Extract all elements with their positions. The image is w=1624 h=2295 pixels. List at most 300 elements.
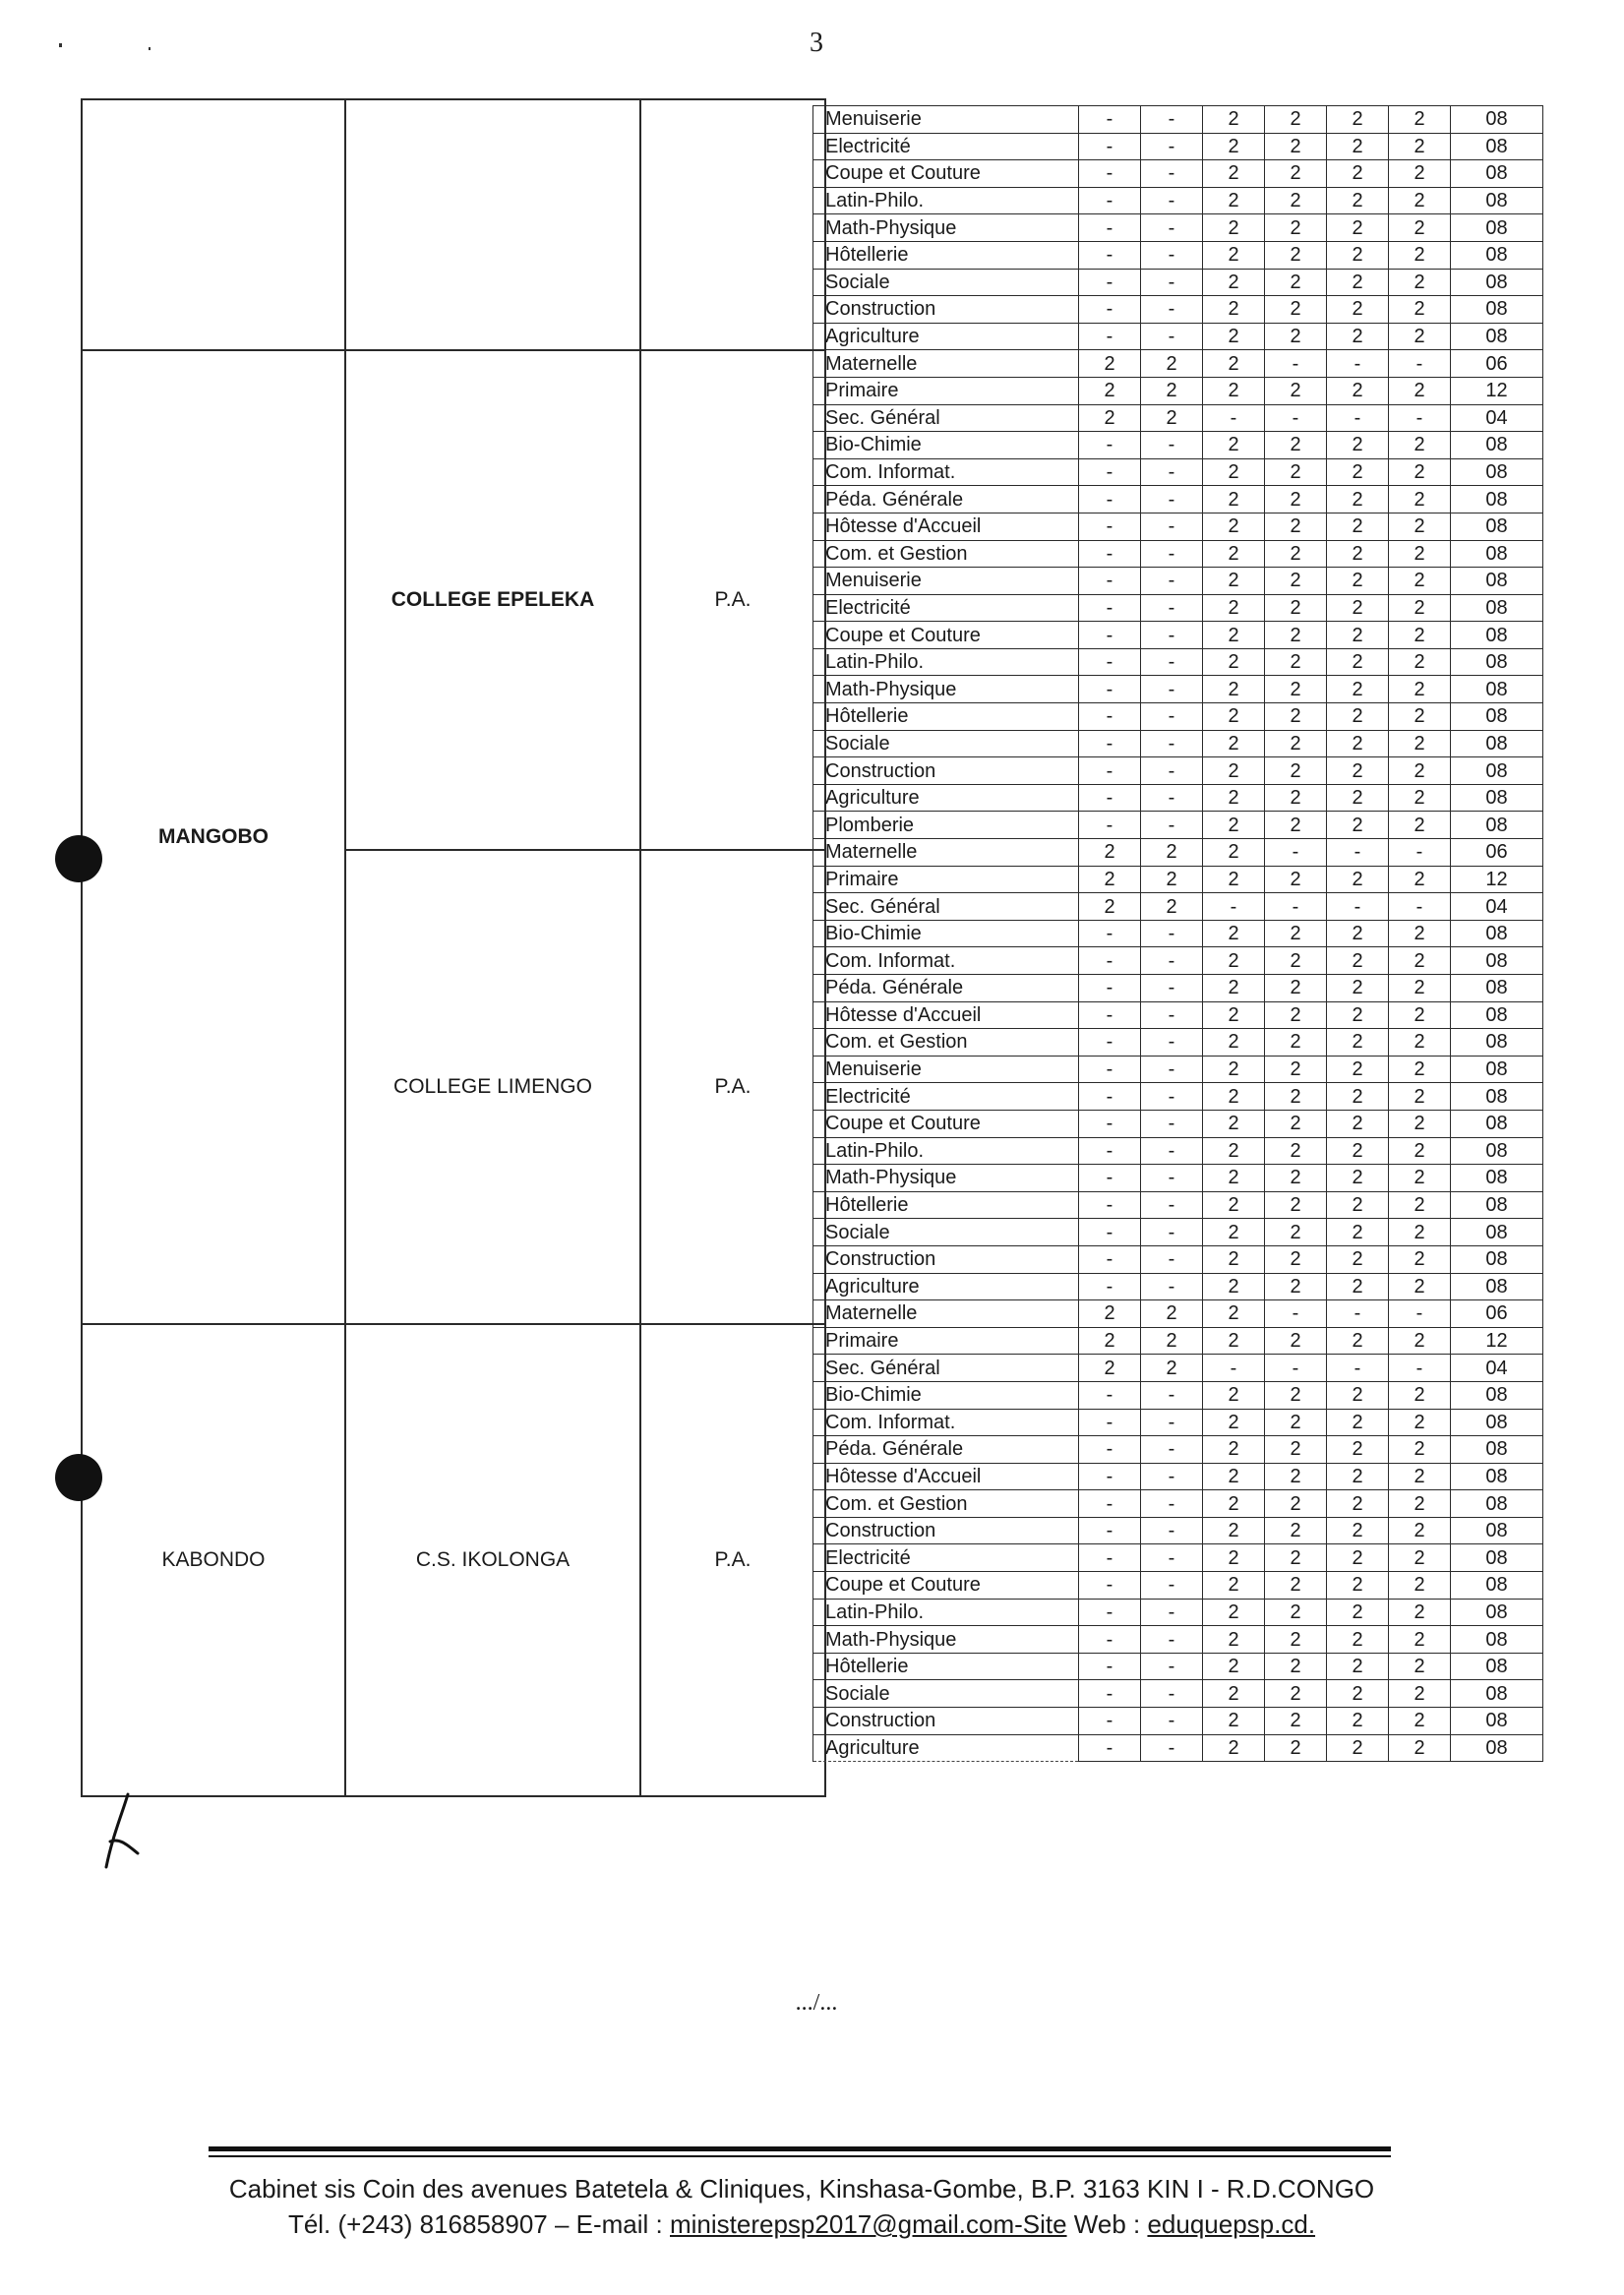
year-2-cell: - — [1141, 1463, 1203, 1490]
year-6-cell: 2 — [1389, 676, 1451, 703]
total-cell: 06 — [1451, 1300, 1543, 1328]
year-6-cell: 2 — [1389, 187, 1451, 214]
filiere-cell: Com. et Gestion — [813, 1490, 1079, 1518]
punch-hole — [55, 835, 102, 882]
continuation-mark: .../... — [795, 1990, 838, 2016]
table-row — [813, 1626, 1543, 1654]
year-2-cell: - — [1141, 757, 1203, 785]
year-3-cell: 2 — [1203, 1680, 1265, 1708]
year-4-cell: 2 — [1265, 1409, 1327, 1436]
year-4-cell: 2 — [1265, 1165, 1327, 1192]
year-5-cell: 2 — [1327, 1083, 1389, 1111]
year-6-cell: 2 — [1389, 1001, 1451, 1029]
year-4-cell: 2 — [1265, 1056, 1327, 1083]
year-1-cell: 2 — [1079, 377, 1141, 404]
year-2-cell: - — [1141, 676, 1203, 703]
year-3-cell: 2 — [1203, 296, 1265, 324]
year-5-cell: 2 — [1327, 866, 1389, 893]
year-4-cell: - — [1265, 1300, 1327, 1328]
year-1-cell: - — [1079, 1137, 1141, 1165]
year-3-cell: 2 — [1203, 703, 1265, 731]
year-2-cell: - — [1141, 730, 1203, 757]
year-3-cell: 2 — [1203, 377, 1265, 404]
year-4-cell: 2 — [1265, 377, 1327, 404]
year-1-cell: - — [1079, 432, 1141, 459]
year-2-cell: - — [1141, 1273, 1203, 1300]
year-5-cell: 2 — [1327, 920, 1389, 947]
filiere-cell: Math-Physique — [813, 1626, 1079, 1654]
total-cell: 08 — [1451, 269, 1543, 296]
year-5-cell: 2 — [1327, 1245, 1389, 1273]
year-1-cell: - — [1079, 486, 1141, 513]
year-5-cell: 2 — [1327, 1708, 1389, 1735]
year-5-cell: - — [1327, 1355, 1389, 1382]
table-row — [813, 920, 1543, 947]
year-2-cell: 2 — [1141, 404, 1203, 432]
year-4-cell: - — [1265, 893, 1327, 921]
year-1-cell: - — [1079, 1409, 1141, 1436]
table-row — [813, 1436, 1543, 1464]
year-2-cell: - — [1141, 975, 1203, 1002]
year-2-cell: - — [1141, 594, 1203, 622]
year-6-cell: - — [1389, 350, 1451, 378]
school-assignment-table — [81, 98, 826, 1797]
year-6-cell: 2 — [1389, 1517, 1451, 1544]
year-1-cell: 2 — [1079, 839, 1141, 867]
year-3-cell: 2 — [1203, 486, 1265, 513]
filiere-cell: Com. et Gestion — [813, 1029, 1079, 1057]
table-row — [813, 784, 1543, 812]
year-4-cell: 2 — [1265, 1490, 1327, 1518]
year-2-cell: - — [1141, 133, 1203, 160]
year-6-cell: 2 — [1389, 648, 1451, 676]
table-row — [813, 1191, 1543, 1219]
province-cell — [82, 99, 345, 350]
year-6-cell: 2 — [1389, 594, 1451, 622]
year-6-cell: 2 — [1389, 975, 1451, 1002]
year-2-cell: - — [1141, 1165, 1203, 1192]
year-5-cell: 2 — [1327, 568, 1389, 595]
table-row — [813, 648, 1543, 676]
year-2-cell: - — [1141, 269, 1203, 296]
total-cell: 08 — [1451, 947, 1543, 975]
year-5-cell: 2 — [1327, 187, 1389, 214]
total-cell: 08 — [1451, 622, 1543, 649]
table-row — [813, 458, 1543, 486]
year-3-cell: 2 — [1203, 350, 1265, 378]
year-1-cell: - — [1079, 1544, 1141, 1572]
year-4-cell: 2 — [1265, 1219, 1327, 1246]
year-2-cell: - — [1141, 241, 1203, 269]
year-3-cell: 2 — [1203, 1463, 1265, 1490]
year-4-cell: 2 — [1265, 568, 1327, 595]
filiere-cell: Hôtellerie — [813, 703, 1079, 731]
year-2-cell: - — [1141, 458, 1203, 486]
year-4-cell: 2 — [1265, 1436, 1327, 1464]
year-4-cell: 2 — [1265, 1137, 1327, 1165]
year-2-cell: - — [1141, 622, 1203, 649]
year-6-cell: 2 — [1389, 269, 1451, 296]
footer-web-link[interactable]: eduquepsp.cd. — [1147, 2209, 1316, 2239]
total-cell: 08 — [1451, 458, 1543, 486]
year-2-cell: 2 — [1141, 1327, 1203, 1355]
year-5-cell: 2 — [1327, 1572, 1389, 1600]
year-6-cell: 2 — [1389, 947, 1451, 975]
year-5-cell: 2 — [1327, 133, 1389, 160]
total-cell: 08 — [1451, 1191, 1543, 1219]
year-6-cell: 2 — [1389, 432, 1451, 459]
footer-web-label: Web : — [1066, 2209, 1148, 2239]
filiere-cell: Primaire — [813, 1327, 1079, 1355]
year-1-cell: - — [1079, 1083, 1141, 1111]
total-cell: 08 — [1451, 568, 1543, 595]
year-3-cell: 2 — [1203, 1572, 1265, 1600]
filiere-cell: Coupe et Couture — [813, 1110, 1079, 1137]
table-row — [813, 404, 1543, 432]
year-3-cell: 2 — [1203, 133, 1265, 160]
year-1-cell: - — [1079, 1381, 1141, 1409]
filiere-cell: Plomberie — [813, 812, 1079, 839]
year-4-cell: 2 — [1265, 1273, 1327, 1300]
total-cell: 12 — [1451, 866, 1543, 893]
year-1-cell: - — [1079, 757, 1141, 785]
year-3-cell: 2 — [1203, 730, 1265, 757]
footer-email-link[interactable]: ministerepsp2017@gmail.com-Site — [670, 2209, 1067, 2239]
province-cell-kabondo: KABONDO — [82, 1324, 345, 1796]
year-5-cell: 2 — [1327, 676, 1389, 703]
table-row — [813, 1029, 1543, 1057]
total-cell: 08 — [1451, 160, 1543, 188]
year-6-cell: 2 — [1389, 133, 1451, 160]
year-4-cell: 2 — [1265, 1001, 1327, 1029]
filiere-cell: Math-Physique — [813, 676, 1079, 703]
year-1-cell: - — [1079, 323, 1141, 350]
year-5-cell: 2 — [1327, 377, 1389, 404]
filiere-cell: Construction — [813, 1708, 1079, 1735]
year-3-cell: 2 — [1203, 1056, 1265, 1083]
table-row — [813, 1165, 1543, 1192]
year-4-cell: 2 — [1265, 1734, 1327, 1762]
year-6-cell: 2 — [1389, 703, 1451, 731]
total-cell: 08 — [1451, 1381, 1543, 1409]
year-1-cell: - — [1079, 594, 1141, 622]
year-2-cell: 2 — [1141, 377, 1203, 404]
year-5-cell: 2 — [1327, 730, 1389, 757]
year-3-cell: 2 — [1203, 1029, 1265, 1057]
school-cell-cs-ikolonga: C.S. IKOLONGA — [345, 1324, 640, 1796]
year-5-cell: 2 — [1327, 1056, 1389, 1083]
filiere-cell: Sec. Général — [813, 404, 1079, 432]
year-2-cell: - — [1141, 540, 1203, 568]
table-row — [813, 1245, 1543, 1273]
year-3-cell: 2 — [1203, 568, 1265, 595]
year-5-cell: 2 — [1327, 812, 1389, 839]
year-1-cell: 2 — [1079, 350, 1141, 378]
total-cell: 08 — [1451, 1165, 1543, 1192]
table-row — [813, 1409, 1543, 1436]
year-6-cell: - — [1389, 404, 1451, 432]
table-row — [813, 133, 1543, 160]
filiere-cell: Latin-Philo. — [813, 1137, 1079, 1165]
table-row — [813, 432, 1543, 459]
filiere-cell: Coupe et Couture — [813, 1572, 1079, 1600]
year-5-cell: 2 — [1327, 1029, 1389, 1057]
punch-hole — [55, 1454, 102, 1501]
filiere-cell: Péda. Générale — [813, 486, 1079, 513]
year-4-cell: 2 — [1265, 1599, 1327, 1626]
table-row — [813, 106, 1543, 134]
year-4-cell: 2 — [1265, 703, 1327, 731]
filiere-cell: Agriculture — [813, 323, 1079, 350]
filiere-cell: Electricité — [813, 133, 1079, 160]
filiere-cell: Hôtesse d'Accueil — [813, 1463, 1079, 1490]
filiere-cell: Hôtellerie — [813, 241, 1079, 269]
table-row — [813, 893, 1543, 921]
year-4-cell: 2 — [1265, 160, 1327, 188]
total-cell: 08 — [1451, 812, 1543, 839]
year-3-cell: 2 — [1203, 1517, 1265, 1544]
year-2-cell: - — [1141, 1708, 1203, 1735]
year-3-cell: 2 — [1203, 241, 1265, 269]
year-4-cell: 2 — [1265, 1708, 1327, 1735]
table-row — [813, 269, 1543, 296]
total-cell: 08 — [1451, 1490, 1543, 1518]
year-3-cell: 2 — [1203, 160, 1265, 188]
year-4-cell: - — [1265, 1355, 1327, 1382]
year-5-cell: - — [1327, 1300, 1389, 1328]
scan-speck — [149, 47, 150, 50]
year-2-cell: - — [1141, 1001, 1203, 1029]
year-5-cell: 2 — [1327, 1327, 1389, 1355]
filiere-cell: Hôtesse d'Accueil — [813, 513, 1079, 540]
class-allocation-table — [812, 105, 1543, 1762]
total-cell: 06 — [1451, 839, 1543, 867]
year-4-cell: 2 — [1265, 458, 1327, 486]
footer-rule — [209, 2155, 1391, 2157]
year-2-cell: - — [1141, 920, 1203, 947]
year-6-cell: 2 — [1389, 1381, 1451, 1409]
year-4-cell: 2 — [1265, 975, 1327, 1002]
year-4-cell: 2 — [1265, 648, 1327, 676]
filiere-cell: Latin-Philo. — [813, 187, 1079, 214]
year-6-cell: 2 — [1389, 1653, 1451, 1680]
table-row — [813, 187, 1543, 214]
table-row — [813, 757, 1543, 785]
year-5-cell: 2 — [1327, 1436, 1389, 1464]
table-row — [813, 1137, 1543, 1165]
year-3-cell: 2 — [1203, 1300, 1265, 1328]
year-6-cell: 2 — [1389, 1734, 1451, 1762]
table-row — [813, 214, 1543, 242]
table-row — [813, 377, 1543, 404]
year-1-cell: - — [1079, 160, 1141, 188]
year-2-cell: - — [1141, 648, 1203, 676]
table-row — [813, 296, 1543, 324]
year-2-cell: - — [1141, 1626, 1203, 1654]
table-row — [813, 676, 1543, 703]
year-4-cell: 2 — [1265, 784, 1327, 812]
year-6-cell: 2 — [1389, 241, 1451, 269]
year-5-cell: 2 — [1327, 458, 1389, 486]
year-3-cell: 2 — [1203, 947, 1265, 975]
year-2-cell: 2 — [1141, 350, 1203, 378]
year-3-cell: 2 — [1203, 106, 1265, 134]
year-3-cell: 2 — [1203, 648, 1265, 676]
year-6-cell: 2 — [1389, 1544, 1451, 1572]
year-6-cell: 2 — [1389, 1110, 1451, 1137]
year-3-cell: 2 — [1203, 1381, 1265, 1409]
year-2-cell: - — [1141, 568, 1203, 595]
year-4-cell: 2 — [1265, 622, 1327, 649]
year-3-cell: 2 — [1203, 1273, 1265, 1300]
year-2-cell: - — [1141, 1110, 1203, 1137]
year-3-cell: 2 — [1203, 1490, 1265, 1518]
filiere-cell: Agriculture — [813, 1734, 1079, 1762]
total-cell: 08 — [1451, 296, 1543, 324]
total-cell: 08 — [1451, 703, 1543, 731]
filiere-cell: Bio-Chimie — [813, 432, 1079, 459]
year-2-cell: - — [1141, 214, 1203, 242]
year-4-cell: 2 — [1265, 133, 1327, 160]
year-1-cell: - — [1079, 540, 1141, 568]
footer-contact — [197, 2209, 1407, 2240]
year-6-cell: 2 — [1389, 730, 1451, 757]
table-row — [813, 1490, 1543, 1518]
year-1-cell: - — [1079, 947, 1141, 975]
filiere-cell: Sociale — [813, 1680, 1079, 1708]
page-number: 3 — [810, 28, 823, 58]
year-2-cell: - — [1141, 1191, 1203, 1219]
year-6-cell: 2 — [1389, 1436, 1451, 1464]
total-cell: 08 — [1451, 133, 1543, 160]
filiere-cell: Coupe et Couture — [813, 160, 1079, 188]
year-5-cell: 2 — [1327, 1517, 1389, 1544]
year-5-cell: 2 — [1327, 1680, 1389, 1708]
year-4-cell: 2 — [1265, 513, 1327, 540]
year-5-cell: 2 — [1327, 1599, 1389, 1626]
year-2-cell: - — [1141, 1056, 1203, 1083]
year-2-cell: - — [1141, 296, 1203, 324]
filiere-cell: Maternelle — [813, 350, 1079, 378]
table-row — [813, 1083, 1543, 1111]
year-1-cell: - — [1079, 812, 1141, 839]
year-3-cell: 2 — [1203, 269, 1265, 296]
total-cell: 08 — [1451, 1463, 1543, 1490]
filiere-cell: Menuiserie — [813, 1056, 1079, 1083]
school-cell — [345, 99, 640, 350]
year-1-cell: - — [1079, 1708, 1141, 1735]
year-6-cell: 2 — [1389, 757, 1451, 785]
table-row — [813, 1708, 1543, 1735]
year-2-cell: 2 — [1141, 839, 1203, 867]
year-6-cell: 2 — [1389, 1463, 1451, 1490]
year-2-cell: - — [1141, 703, 1203, 731]
year-6-cell: 2 — [1389, 1029, 1451, 1057]
year-6-cell: - — [1389, 1355, 1451, 1382]
table-row — [813, 1734, 1543, 1762]
filiere-cell: Bio-Chimie — [813, 920, 1079, 947]
total-cell: 12 — [1451, 1327, 1543, 1355]
year-2-cell: - — [1141, 1083, 1203, 1111]
year-5-cell: 2 — [1327, 432, 1389, 459]
year-3-cell: 2 — [1203, 1219, 1265, 1246]
filiere-cell: Agriculture — [813, 784, 1079, 812]
year-1-cell: - — [1079, 133, 1141, 160]
filiere-cell: Math-Physique — [813, 214, 1079, 242]
year-5-cell: - — [1327, 839, 1389, 867]
year-3-cell: 2 — [1203, 1626, 1265, 1654]
total-cell: 04 — [1451, 893, 1543, 921]
year-3-cell: 2 — [1203, 812, 1265, 839]
year-3-cell: 2 — [1203, 1409, 1265, 1436]
filiere-cell: Electricité — [813, 1083, 1079, 1111]
year-6-cell: 2 — [1389, 323, 1451, 350]
year-3-cell: 2 — [1203, 975, 1265, 1002]
year-2-cell: - — [1141, 1245, 1203, 1273]
scan-speck — [59, 43, 62, 47]
table-row — [813, 622, 1543, 649]
year-5-cell: 2 — [1327, 513, 1389, 540]
year-5-cell: 2 — [1327, 540, 1389, 568]
year-6-cell: 2 — [1389, 1599, 1451, 1626]
year-2-cell: - — [1141, 1436, 1203, 1464]
year-2-cell: - — [1141, 812, 1203, 839]
year-1-cell: - — [1079, 975, 1141, 1002]
year-1-cell: - — [1079, 1436, 1141, 1464]
year-5-cell: 2 — [1327, 214, 1389, 242]
total-cell: 08 — [1451, 1219, 1543, 1246]
table-row — [82, 350, 825, 850]
year-1-cell: 2 — [1079, 1327, 1141, 1355]
year-4-cell: 2 — [1265, 106, 1327, 134]
year-2-cell: - — [1141, 486, 1203, 513]
year-1-cell: - — [1079, 703, 1141, 731]
year-6-cell: 2 — [1389, 812, 1451, 839]
year-1-cell: - — [1079, 187, 1141, 214]
year-2-cell: - — [1141, 1544, 1203, 1572]
table-row — [813, 1599, 1543, 1626]
filiere-cell: Construction — [813, 1517, 1079, 1544]
year-6-cell: 2 — [1389, 458, 1451, 486]
year-2-cell: - — [1141, 1599, 1203, 1626]
total-cell: 08 — [1451, 1083, 1543, 1111]
table-row — [813, 1056, 1543, 1083]
year-2-cell: 2 — [1141, 1355, 1203, 1382]
filiere-cell: Com. Informat. — [813, 458, 1079, 486]
year-3-cell: 2 — [1203, 540, 1265, 568]
year-5-cell: 2 — [1327, 1653, 1389, 1680]
total-cell: 08 — [1451, 594, 1543, 622]
table-row — [82, 99, 825, 350]
year-1-cell: - — [1079, 214, 1141, 242]
year-1-cell: - — [1079, 1463, 1141, 1490]
total-cell: 08 — [1451, 1734, 1543, 1762]
year-1-cell: 2 — [1079, 404, 1141, 432]
year-4-cell: 2 — [1265, 947, 1327, 975]
year-3-cell: 2 — [1203, 1110, 1265, 1137]
year-6-cell: 2 — [1389, 1137, 1451, 1165]
total-cell: 08 — [1451, 1626, 1543, 1654]
year-3-cell: 2 — [1203, 513, 1265, 540]
total-cell: 08 — [1451, 1517, 1543, 1544]
year-1-cell: - — [1079, 106, 1141, 134]
table-row — [813, 1001, 1543, 1029]
year-1-cell: - — [1079, 1191, 1141, 1219]
year-1-cell: - — [1079, 1273, 1141, 1300]
year-6-cell: 2 — [1389, 784, 1451, 812]
filiere-cell: Maternelle — [813, 1300, 1079, 1328]
province-cell-mangobo: MANGOBO — [82, 350, 345, 1324]
